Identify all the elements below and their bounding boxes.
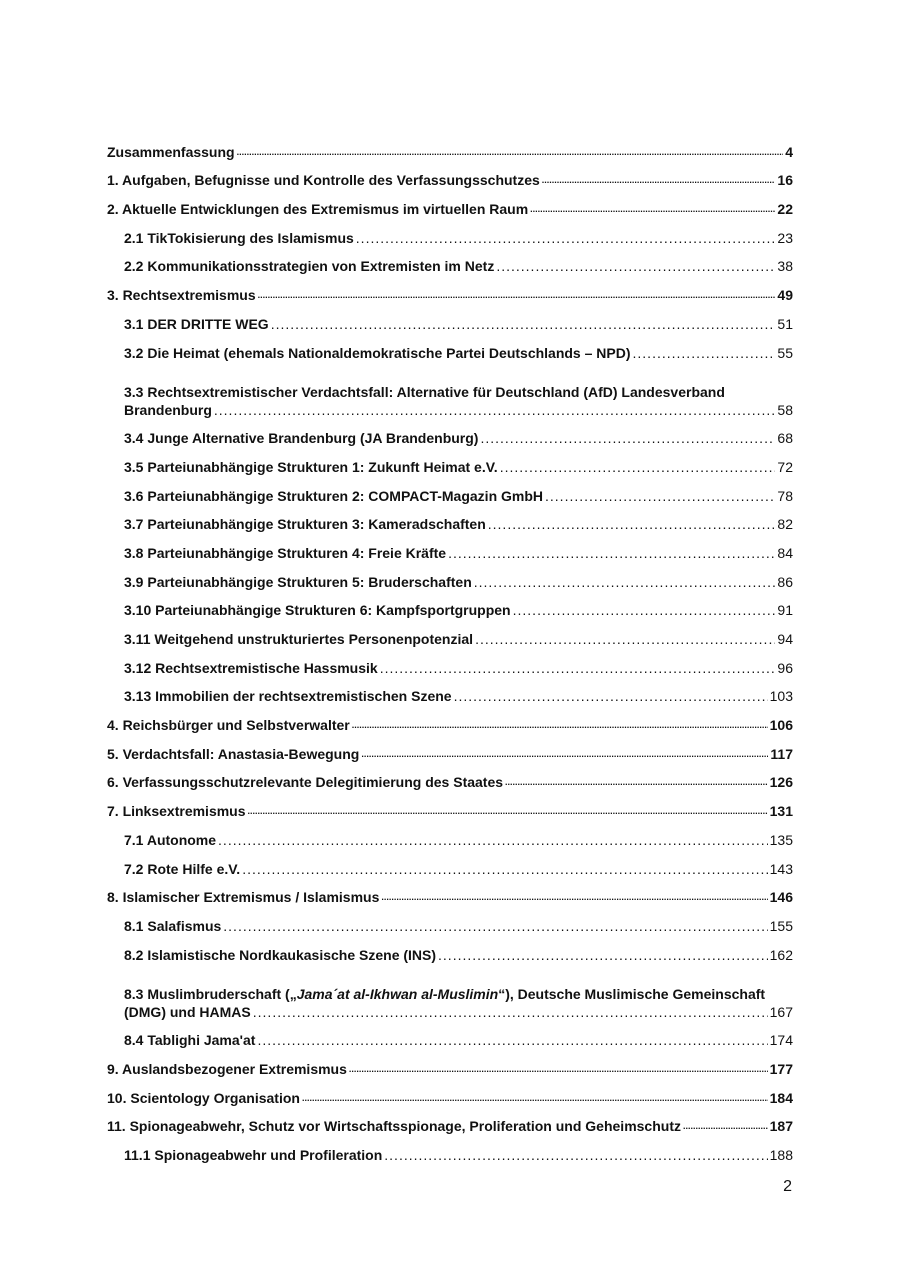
toc-dot-leader [258,286,776,304]
toc-entry-page: 84 [777,544,793,561]
toc-entry[interactable] [107,1052,793,1081]
toc-entry[interactable] [107,450,793,479]
toc-entry-title: 8.2 Islamistische Nordkaukasische Szene (INS) [124,946,437,963]
toc-entry[interactable] [107,1110,793,1139]
toc-dot-leader [381,888,767,906]
toc-dot-leader [349,1060,768,1078]
toc-entry-title: 9. Auslandsbezogener Extremismus [107,1060,347,1077]
toc-entry-title-line1: 3.3 Rechtsextremistischer Verdachtsfall: Alternative für Deutschland (AfD) Landesverband [124,383,725,400]
toc-entry-page: 68 [777,430,793,447]
toc-entry-page: 143 [769,860,793,877]
toc-entry-page: 106 [769,717,793,734]
toc-entry-title-line1 [124,985,793,1003]
toc-dot-leader [257,1031,767,1049]
toc-entry-title: Zusammenfassung [107,143,235,160]
toc-dot-leader [214,401,776,419]
toc-entry[interactable] [107,1081,793,1110]
toc-entry-page: 188 [769,1147,793,1163]
toc-entry[interactable] [107,967,793,1024]
toc-entry[interactable] [107,192,793,221]
toc-dot-leader [352,716,768,734]
toc-entry-page: 131 [769,803,793,820]
toc-entry-page: 58 [777,401,793,418]
toc-entry-title: 3.2 Die Heimat (ehemals Nationaldemokratische Partei Deutschlands – NPD) [124,344,631,361]
toc-entry-page: 91 [777,602,793,619]
toc-entry[interactable] [107,336,793,365]
toc-entry[interactable] [107,794,793,823]
toc-entry[interactable] [107,680,793,709]
toc-entry-title: 3.7 Parteiunabhängige Strukturen 3: Kameradschaften [124,516,486,533]
toc-entry[interactable] [107,508,793,537]
toc-entry[interactable] [107,766,793,795]
toc-title-italic-part: Jama´at al-Ikhwan al-Muslimin [296,985,499,1002]
toc-entry-title: 1. Aufgaben, Befugnisse und Kontrolle des Verfassungsschutzes [107,172,540,189]
toc-dot-leader [454,687,768,705]
toc-entry-title: 3.1 DER DRITTE WEG [124,315,269,332]
toc-dot-leader [545,487,775,505]
toc-entry-page: 126 [769,774,793,791]
toc-dot-leader [242,860,767,878]
toc-dot-leader [542,171,776,189]
toc-entry-page: 187 [769,1118,793,1135]
toc-entry-page: 135 [769,831,793,848]
toc-entry[interactable] [107,365,793,422]
toc-entry-title: 3.12 Rechtsextremistische Hassmusik [124,659,378,676]
toc-dot-leader [488,515,776,533]
toc-entry-title: 3.9 Parteiunabhängige Strukturen 5: Bruderschaften [124,573,472,590]
toc-entry-page: 49 [777,287,793,304]
toc-entry-page: 103 [769,688,793,705]
toc-entry[interactable] [107,594,793,623]
toc-dot-leader [302,1089,768,1107]
toc-dot-leader [474,573,776,591]
toc-entry-page: 86 [777,573,793,590]
toc-entry-title: 7. Linksextremismus [107,803,246,820]
toc-entry[interactable] [107,938,793,967]
toc-entry[interactable] [107,565,793,594]
toc-dot-leader [448,544,775,562]
toc-entry-page: 96 [777,659,793,676]
toc-dot-leader [633,344,776,362]
toc-entry-page: 22 [777,201,793,218]
toc-entry-title: 4. Reichsbürger und Selbstverwalter [107,717,350,734]
toc-entry-title: 6. Verfassungsschutzrelevante Delegitimierung des Staates [107,774,504,791]
toc-dot-leader [248,802,768,820]
toc-entry-page: 155 [769,917,793,934]
toc-entry-page: 184 [769,1089,793,1106]
toc-entry-page: 174 [769,1032,793,1049]
toc-dot-leader [480,429,775,447]
toc-entry-title: 3.8 Parteiunabhängige Strukturen 4: Freie Kräfte [124,544,447,561]
toc-entry[interactable] [107,1138,793,1167]
toc-dot-leader [218,831,768,849]
toc-entry[interactable] [107,1024,793,1053]
toc-entry[interactable] [107,221,793,250]
toc-entry-title: 5. Verdachtsfall: Anastasia-Bewegung [107,745,360,762]
toc-entry-title: 3.4 Junge Alternative Brandenburg (JA Brandenburg) [124,430,479,447]
toc-entry-page: 51 [777,315,793,332]
table-of-contents [107,135,793,1167]
toc-entry-title: 10. Scientology Organisation [107,1089,300,1106]
toc-dot-leader [505,773,768,791]
toc-dot-leader [356,229,776,247]
toc-dot-leader [361,745,768,763]
toc-dot-leader [475,630,775,648]
toc-entry-page: 82 [777,516,793,533]
toc-entry-page: 4 [785,143,793,160]
toc-dot-leader [500,458,776,476]
toc-entry-title: 2.1 TikTokisierung des Islamismus [124,229,354,246]
toc-entry[interactable] [107,135,793,164]
toc-entry-title: 7.2 Rote Hilfe e.V. [124,860,241,877]
toc-entry-title: 3.10 Parteiunabhängige Strukturen 6: Kampfsportgruppen [124,602,511,619]
toc-dot-leader [271,315,776,333]
toc-entry[interactable] [107,250,793,279]
toc-entry-page: 55 [777,344,793,361]
toc-entry-page: 78 [777,487,793,504]
toc-entry-title: 7.1 Autonome [124,831,217,848]
toc-entry-page: 72 [777,458,793,475]
toc-entry-page: 177 [769,1060,793,1077]
toc-entry[interactable] [107,737,793,766]
toc-title-part: 8.3 Muslimbruderschaft („ [124,985,297,1002]
toc-entry-title: 11. Spionageabwehr, Schutz vor Wirtschaftsspionage, Proliferation und Geheimschutz [107,1118,681,1135]
toc-entry[interactable] [107,307,793,336]
toc-dot-leader [380,659,776,677]
toc-entry-title: 2.2 Kommunikationsstrategien von Extremisten im Netz [124,258,495,275]
toc-entry[interactable] [107,479,793,508]
toc-entry-title: 8.1 Salafismus [124,917,222,934]
toc-entry[interactable] [107,164,793,193]
toc-entry-page: 23 [777,229,793,246]
toc-entry-title: 3. Rechtsextremismus [107,287,256,304]
toc-entry[interactable] [107,909,793,938]
toc-entry-title: 8. Islamischer Extremismus / Islamismus [107,889,380,906]
toc-title-part: “), Deutsche Muslimische Gemeinschaft [498,985,766,1002]
toc-entry-page: 38 [777,258,793,275]
toc-dot-leader [253,1003,768,1021]
toc-entry[interactable] [107,852,793,881]
toc-dot-leader [438,946,768,964]
toc-dot-leader [384,1146,767,1164]
toc-entry-title-line2: Brandenburg [124,401,212,418]
toc-dot-leader [237,143,784,161]
toc-entry-page: 16 [777,172,793,189]
toc-entry[interactable] [107,708,793,737]
toc-entry-title: 3.5 Parteiunabhängige Strukturen 1: Zukunft Heimat e.V. [124,458,498,475]
toc-entry-page: 117 [770,745,793,762]
toc-entry-title: 2. Aktuelle Entwicklungen des Extremismus im virtuellen Raum [107,201,529,218]
toc-entry-title: 3.6 Parteiunabhängige Strukturen 2: COMPACT-Magazin GmbH [124,487,544,504]
toc-entry-title: 3.13 Immobilien der rechtsextremistischen Szene [124,688,452,705]
toc-entry[interactable] [107,823,793,852]
toc-dot-leader [513,601,776,619]
toc-entry-title: 11.1 Spionageabwehr und Profileration [124,1147,383,1163]
toc-entry[interactable] [107,422,793,451]
page-number: 2 [783,1178,792,1195]
toc-dot-leader [683,1117,768,1135]
toc-entry-page: 146 [769,889,793,906]
toc-entry[interactable] [107,622,793,651]
toc-dot-leader [223,917,767,935]
toc-entry-page: 162 [769,946,793,963]
toc-entry[interactable] [107,536,793,565]
toc-dot-leader [496,257,775,275]
toc-entry[interactable] [107,651,793,680]
toc-entry[interactable] [107,278,793,307]
toc-entry[interactable] [107,881,793,910]
toc-entry-title-line2: (DMG) und HAMAS [124,1003,251,1020]
toc-entry-title: 8.4 Tablighi Jama'at [124,1032,256,1049]
toc-entry-title: 3.11 Weitgehend unstrukturiertes Personenpotenzial [124,631,474,647]
toc-dot-leader [530,200,775,218]
toc-entry-page: 167 [769,1003,793,1020]
toc-entry-page: 94 [777,631,793,647]
